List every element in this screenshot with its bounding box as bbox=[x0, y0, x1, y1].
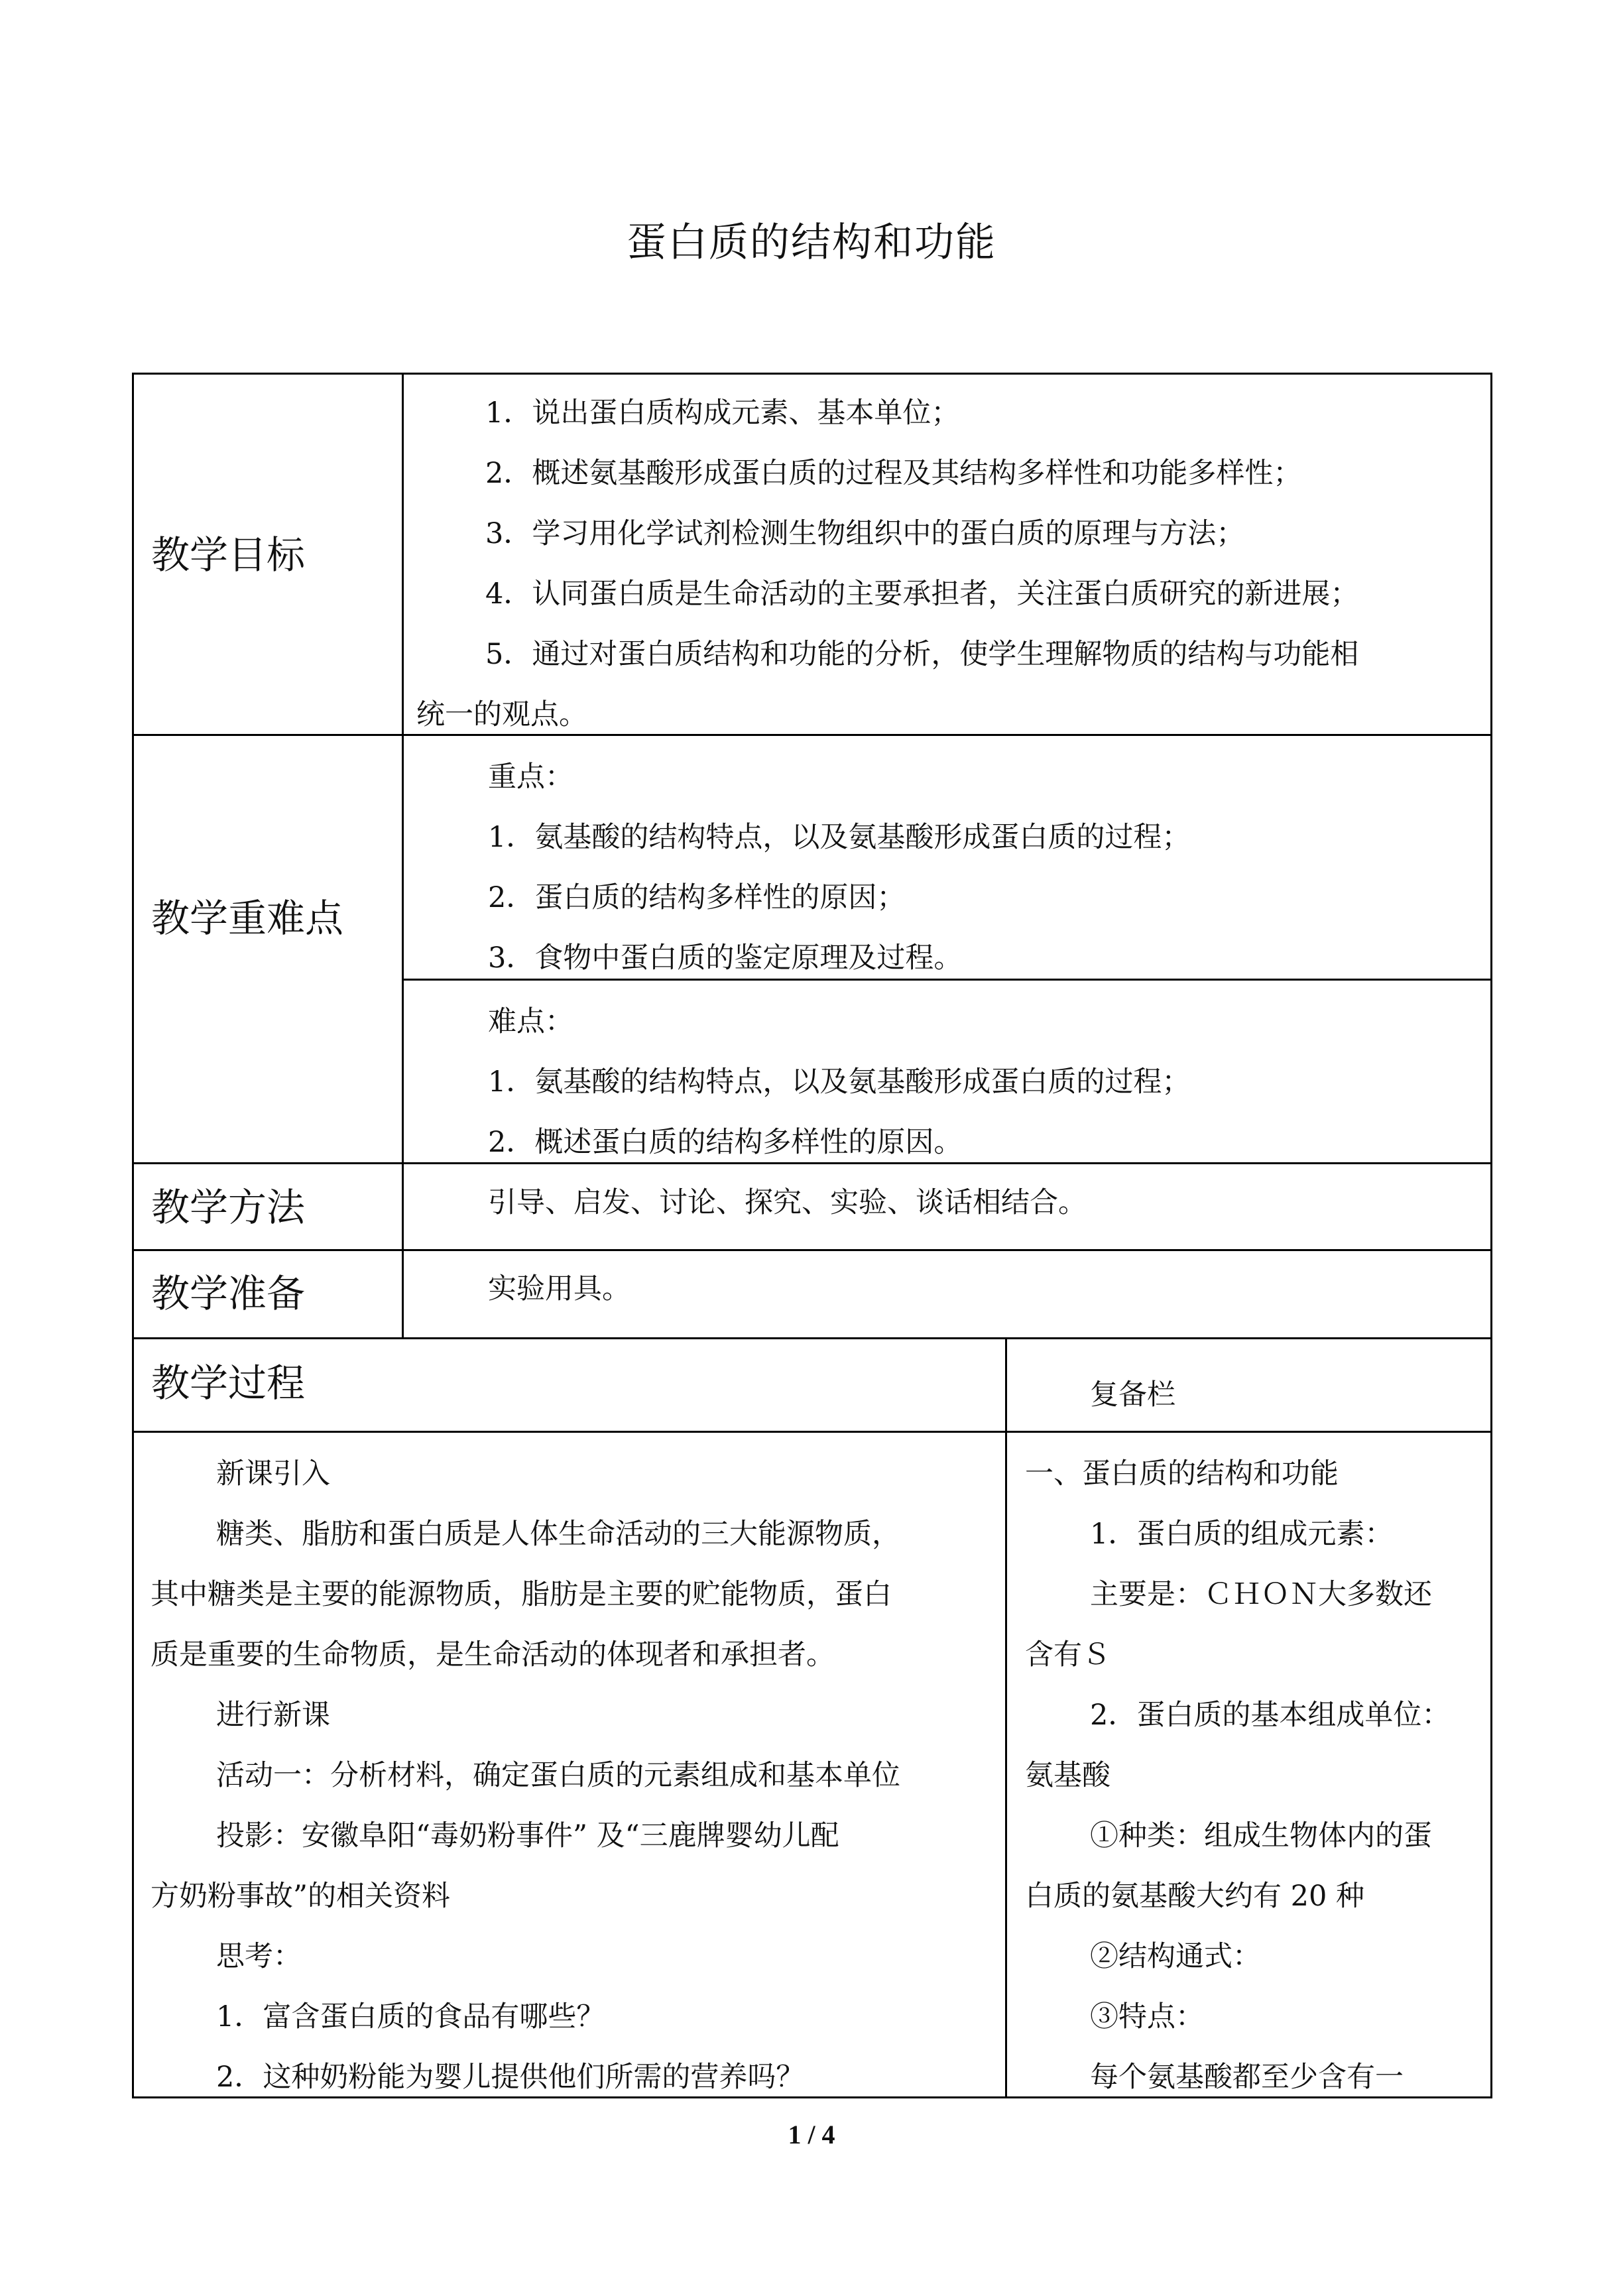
objective-line: 3．学习用化学试剂检测生物组织中的蛋白质的原理与方法； bbox=[485, 517, 1245, 550]
row-divider-objectives bbox=[132, 734, 1492, 736]
objective-line: 1．说出蛋白质构成元素、基本单位； bbox=[485, 396, 960, 430]
difficult-point-line: 难点： bbox=[488, 1005, 573, 1038]
process-line: 糖类、脂肪和蛋白质是人体生命活动的三大能源物质， bbox=[216, 1518, 900, 1551]
objective-line: 4．认同蛋白质是生命活动的主要承担者，关注蛋白质研究的新进展； bbox=[485, 577, 1359, 611]
row-divider-preparation bbox=[132, 1337, 1492, 1339]
method-text: 引导、启发、讨论、探究、实验、谈话相结合。 bbox=[488, 1186, 1087, 1219]
notes-line: 每个氨基酸都至少含有一 bbox=[1090, 2061, 1404, 2094]
notes-line: 一、蛋白质的结构和功能 bbox=[1025, 1457, 1339, 1490]
key-points-label: 教学重难点 bbox=[151, 896, 344, 941]
objective-line: 5．通过对蛋白质结构和功能的分析，使学生理解物质的结构与功能相 bbox=[485, 638, 1359, 671]
process-line: 2．这种奶粉能为婴儿提供他们所需的营养吗？ bbox=[216, 2061, 805, 2094]
key-point-line: 2．蛋白质的结构多样性的原因； bbox=[488, 881, 906, 914]
process-line: 投影：安徽阜阳“毒奶粉事件” 及“三鹿牌婴幼儿配 bbox=[216, 1819, 839, 1852]
notes-line: 含有Ｓ bbox=[1025, 1638, 1111, 1671]
col-divider-notes bbox=[1005, 1337, 1007, 2098]
process-line: 方奶粉事故”的相关资料 bbox=[150, 1880, 450, 1913]
objective-line: 统一的观点。 bbox=[416, 698, 587, 731]
difficult-point-line: 2．概述蛋白质的结构多样性的原因。 bbox=[488, 1126, 963, 1159]
notes-label: 复备栏 bbox=[1090, 1378, 1175, 1412]
process-line: 进行新课 bbox=[216, 1699, 330, 1732]
process-line: 1．富含蛋白质的食品有哪些？ bbox=[216, 2000, 605, 2033]
preparation-label: 教学准备 bbox=[151, 1271, 306, 1316]
objectives-label: 教学目标 bbox=[151, 532, 306, 577]
notes-line: ②结构通式： bbox=[1090, 1940, 1261, 1973]
process-line: 新课引入 bbox=[216, 1457, 330, 1490]
method-label: 教学方法 bbox=[151, 1185, 306, 1230]
notes-line: ③特点： bbox=[1090, 2000, 1204, 2033]
page-number: 1 / 4 bbox=[788, 2120, 835, 2149]
process-line: 思考： bbox=[216, 1940, 302, 1973]
preparation-text: 实验用具。 bbox=[488, 1272, 631, 1305]
process-line: 其中糖类是主要的能源物质，脂肪是主要的贮能物质，蛋白 bbox=[150, 1578, 892, 1611]
row-divider-process-header bbox=[132, 1431, 1492, 1433]
key-point-line: 重点： bbox=[488, 760, 573, 794]
process-label: 教学过程 bbox=[151, 1360, 306, 1406]
row-divider-keypoints-inner bbox=[404, 979, 1492, 981]
objective-line: 2．概述氨基酸形成蛋白质的过程及其结构多样性和功能多样性； bbox=[485, 457, 1302, 490]
notes-line: 2．蛋白质的基本组成单位： bbox=[1090, 1699, 1451, 1732]
process-line: 活动一：分析材料，确定蛋白质的元素组成和基本单位 bbox=[216, 1759, 900, 1792]
process-line: 质是重要的生命物质，是生命活动的体现者和承担者。 bbox=[150, 1638, 835, 1671]
notes-line: 氨基酸 bbox=[1025, 1759, 1111, 1792]
col-divider-labels bbox=[402, 373, 404, 1338]
document-title: 蛋白质的结构和功能 bbox=[627, 219, 996, 266]
key-point-line: 3．食物中蛋白质的鉴定原理及过程。 bbox=[488, 941, 963, 975]
notes-line: 主要是：ＣＨＯＮ大多数还 bbox=[1090, 1578, 1432, 1611]
row-divider-method bbox=[132, 1249, 1492, 1251]
notes-line: 白质的氨基酸大约有 20 种 bbox=[1025, 1880, 1365, 1913]
key-point-line: 1．氨基酸的结构特点，以及氨基酸形成蛋白质的过程； bbox=[488, 821, 1191, 854]
notes-line: 1．蛋白质的组成元素： bbox=[1090, 1518, 1394, 1551]
difficult-point-line: 1．氨基酸的结构特点，以及氨基酸形成蛋白质的过程； bbox=[488, 1065, 1191, 1099]
row-divider-keypoints bbox=[132, 1162, 1492, 1164]
notes-line: ①种类：组成生物体内的蛋 bbox=[1090, 1819, 1432, 1852]
